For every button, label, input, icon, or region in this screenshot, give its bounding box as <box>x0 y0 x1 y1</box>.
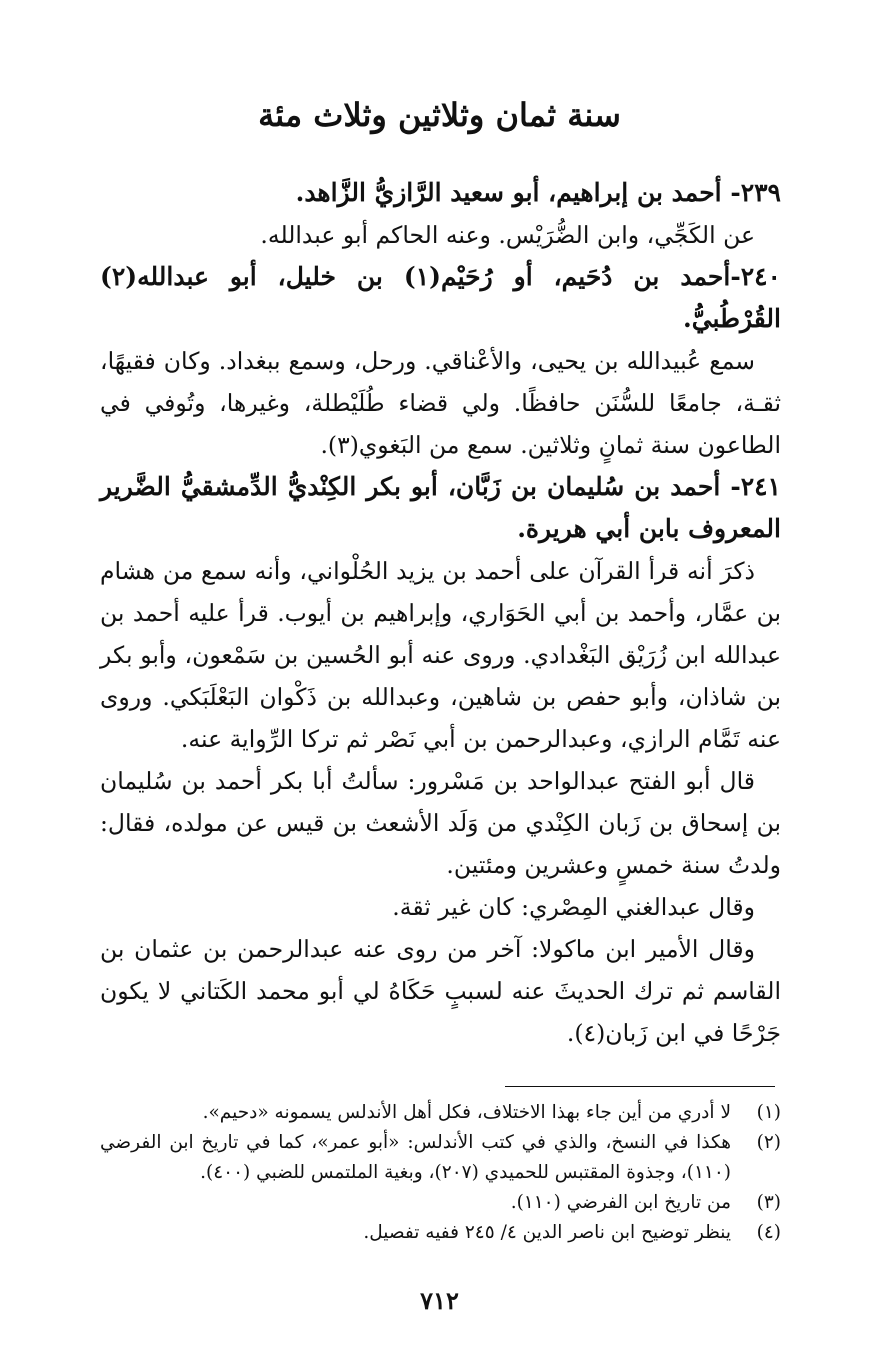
footnote-divider <box>505 1086 775 1087</box>
footnote-marker: (٣) <box>756 1192 781 1213</box>
entry-paragraph: قال أبو الفتح عبدالواحد بن مَسْرور: سألتُ أبا بكر أحمد بن سُليمان بن إسحاق بن زَبان الكِنْدي من وَلَد الأشعث بن قيس عن مولده، فقال: ولدتُ سنة خمسٍ وعشرين ومئتين. <box>100 767 781 879</box>
footnote-text: ينظر توضيح ابن ناصر الدين ٤/ ٢٤٥ ففيه تفصيل. <box>363 1222 731 1243</box>
footnote-item <box>100 1098 781 1128</box>
entry-paragraph: وقال عبدالغني المِصْري: كان غير ثقة. <box>392 893 755 921</box>
footnote-marker: (١) <box>756 1102 781 1123</box>
footnote-marker: (٢) <box>756 1132 781 1153</box>
main-text <box>100 172 781 1054</box>
entry-heading: ٢٤١- أحمد بن سُليمان بن زَبَّان، أبو بكر الكِنْديُّ الدِّمشقيُّ الضَّرير المعروف بابن أبي هريرة. <box>100 472 781 543</box>
page-number: ٧١٢ <box>420 1286 459 1315</box>
footnote-text: لا أدري من أين جاء بهذا الاختلاف، فكل أهل الأندلس يسمونه «دحيم». <box>202 1102 731 1123</box>
entry-heading: ٢٣٩- أحمد بن إبراهيم، أبو سعيد الرَّازيُّ الزَّاهد. <box>295 178 781 207</box>
footnote-item <box>100 1128 781 1188</box>
footnote-text: هكذا في النسخ، والذي في كتب الأندلس: «أبو عمر»، كما في تاريخ ابن الفرضي (١١٠)، وجذوة المقتبس للحميدي (٢٠٧)، وبغية الملتمس للضبي (٤٠٠). <box>100 1132 731 1183</box>
entry-239 <box>100 172 781 256</box>
entry-heading: ٢٤٠-أحمد بن دُحَيم، أو رُحَيْم(١) بن خليل، أبو عبدالله(٢) القُرْطُبيُّ. <box>100 262 781 333</box>
footnote-text: من تاريخ ابن الفرضي (١١٠). <box>510 1192 731 1213</box>
entry-paragraph: سمع عُبيدالله بن يحيى، والأعْناقي. ورحل، وسمع ببغداد. وكان فقيهًا، ثقـة، جامعًا للسُّنَن حافظًا. ولي قضاء طُلَيْطلة، وغيرها، وتُوفي في الطاعون سنة ثمانٍ وثلاثين. سمع من البَغوي(٣). <box>100 347 781 459</box>
page-title: سنة ثمان وثلاثين وثلاث مئة <box>258 96 621 134</box>
footnote-item <box>100 1218 781 1248</box>
entry-240 <box>100 256 781 466</box>
entry-paragraph: ذكرَ أنه قرأ القرآن على أحمد بن يزيد الحُلْواني، وأنه سمع من هشام بن عمَّار، وأحمد بن أبي الحَوَاري، وإبراهيم بن أيوب. قرأ عليه أحمد بن عبدالله ابن زُرَيْق البَغْدادي. وروى عنه أبو الحُسين بن سَمْعون، وأبو بكر بن شاذان، وأبو حفص بن شاهين، وعبدالله بن ذَكْوان البَعْلَبَكي. وروى عنه تَمَّام الرازي، وعبدالرحمن بن أبي نَصْر ثم تركا الرِّواية عنه. <box>100 557 781 753</box>
footnote-marker: (٤) <box>756 1222 781 1243</box>
entry-paragraph: وقال الأمير ابن ماكولا: آخر من روى عنه عبدالرحمن بن عثمان بن القاسم ثم ترك الحديثَ عنه لسببٍ حَكَاهُ لي أبو محمد الكَتاني لا يكون جَرْحًا في ابن زَبان(٤). <box>100 935 781 1047</box>
footnotes <box>100 1098 781 1248</box>
footnote-item <box>100 1188 781 1218</box>
entry-paragraph: عن الكَجِّي، وابن الضُّرَيْس. وعنه الحاكم أبو عبدالله. <box>260 221 755 249</box>
entry-241 <box>100 466 781 1054</box>
